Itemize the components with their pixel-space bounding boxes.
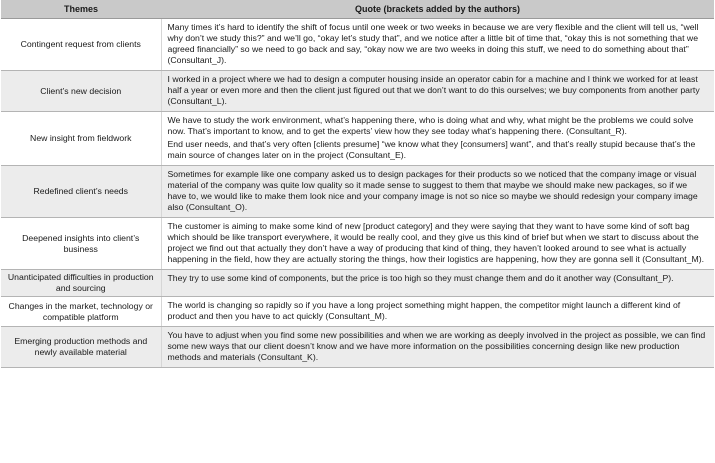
quote-cell (161, 166, 714, 218)
quote-cell (161, 112, 714, 166)
quote-cell (161, 218, 714, 270)
header-themes: Themes (1, 0, 161, 19)
theme-cell: Deepened insights into client’s business (1, 218, 161, 270)
quote-text: The customer is aiming to make some kind of new [product category] and they were saying that they want to have some kind of soft bag which should be like transport everywhere, it would be really cool, and they give us this kind of brief but when we start to discuss about the project we find out that actually they don’t have a way of producing that kind of thing, they haven’t looked around to see what is actually happening in the field, how they are actually storing the things, how their logistics are happening, how they are gonna sell it (Consultant_M). (167, 221, 705, 264)
quote-cell (161, 297, 714, 327)
quote-text: We have to study the work environment, what’s happening there, who is doing what and why, what might be the problems we could solve now. That’s important to know, and to get the experts’ view how they see today what’s happening there. (Consultant_R). (167, 115, 694, 136)
theme-cell: Contingent request from clients (1, 19, 161, 71)
table-row (1, 327, 714, 368)
theme-cell: Redefined client’s needs (1, 166, 161, 218)
table-row (1, 218, 714, 270)
theme-cell: New insight from fieldwork (1, 112, 161, 166)
table-row (1, 71, 714, 112)
quote-cell (161, 19, 714, 71)
quote-cell (161, 270, 714, 297)
table-row (1, 297, 714, 327)
quote-text: Sometimes for example like one company asked us to design packages for their products so we noticed that the company image or visual material of the company was quite low quality so it made sense to suggest to them that maybe we should make new packages, so if we have to, we would like to make them look nice and your company image is not so nice so maybe we should redesign your company image also (Consultant_O). (167, 169, 698, 212)
quote-text: Many times it’s hard to identify the shift of focus until one week or two weeks in because we are very flexible and the client will tell us, “well why don’t we study this?” and we’ll go, “okay let’s study that”, and we notice after a little bit of time that, “okay this is not something that we agreed financially” so we need to go back and say, “okay now we are two weeks in doing this stuff, we need to do something about that” (Consultant_J). (167, 22, 699, 65)
header-quote: Quote (brackets added by the authors) (161, 0, 714, 19)
quote-text: I worked in a project where we had to design a computer housing inside an operator cabin for a machine and I think we worked for at least half a year or even more and then the client just figured out that we don’t want to do this ourselves; we buy components from another party (Consultant_L). (167, 74, 700, 106)
table-row (1, 19, 714, 71)
theme-cell: Client’s new decision (1, 71, 161, 112)
themes-quotes-table (1, 0, 714, 368)
table-row (1, 166, 714, 218)
quote-cell (161, 71, 714, 112)
theme-cell: Changes in the market, technology or compatible platform (1, 297, 161, 327)
quote-cell (161, 327, 714, 368)
quote-text: End user needs, and that’s very often [clients presume] “we know what they [consumers] want”, and that’s really stupid because that’s the main source of changes later on in the project (Consultant_E). (167, 139, 696, 160)
quote-text: The world is changing so rapidly so if you have a long project something might happen, the competitor might launch a different kind of product and then you have to act quickly (Consultant_M). (167, 300, 681, 321)
quote-text: You have to adjust when you find some new possibilities and when we are working as deeply involved in the project as possible, we can find some new ways that our client doesn’t know and we have more information on the possibilities concerning design like new production methods and materials (Consultant_K). (167, 330, 706, 362)
quote-text: They try to use some kind of components, but the price is too high so they must change them and do it another way (Consultant_P). (167, 273, 674, 283)
theme-cell: Unanticipated difficulties in production and sourcing (1, 270, 161, 297)
table-row (1, 270, 714, 297)
header-row (1, 0, 714, 19)
table-row (1, 112, 714, 166)
theme-cell: Emerging production methods and newly available material (1, 327, 161, 368)
